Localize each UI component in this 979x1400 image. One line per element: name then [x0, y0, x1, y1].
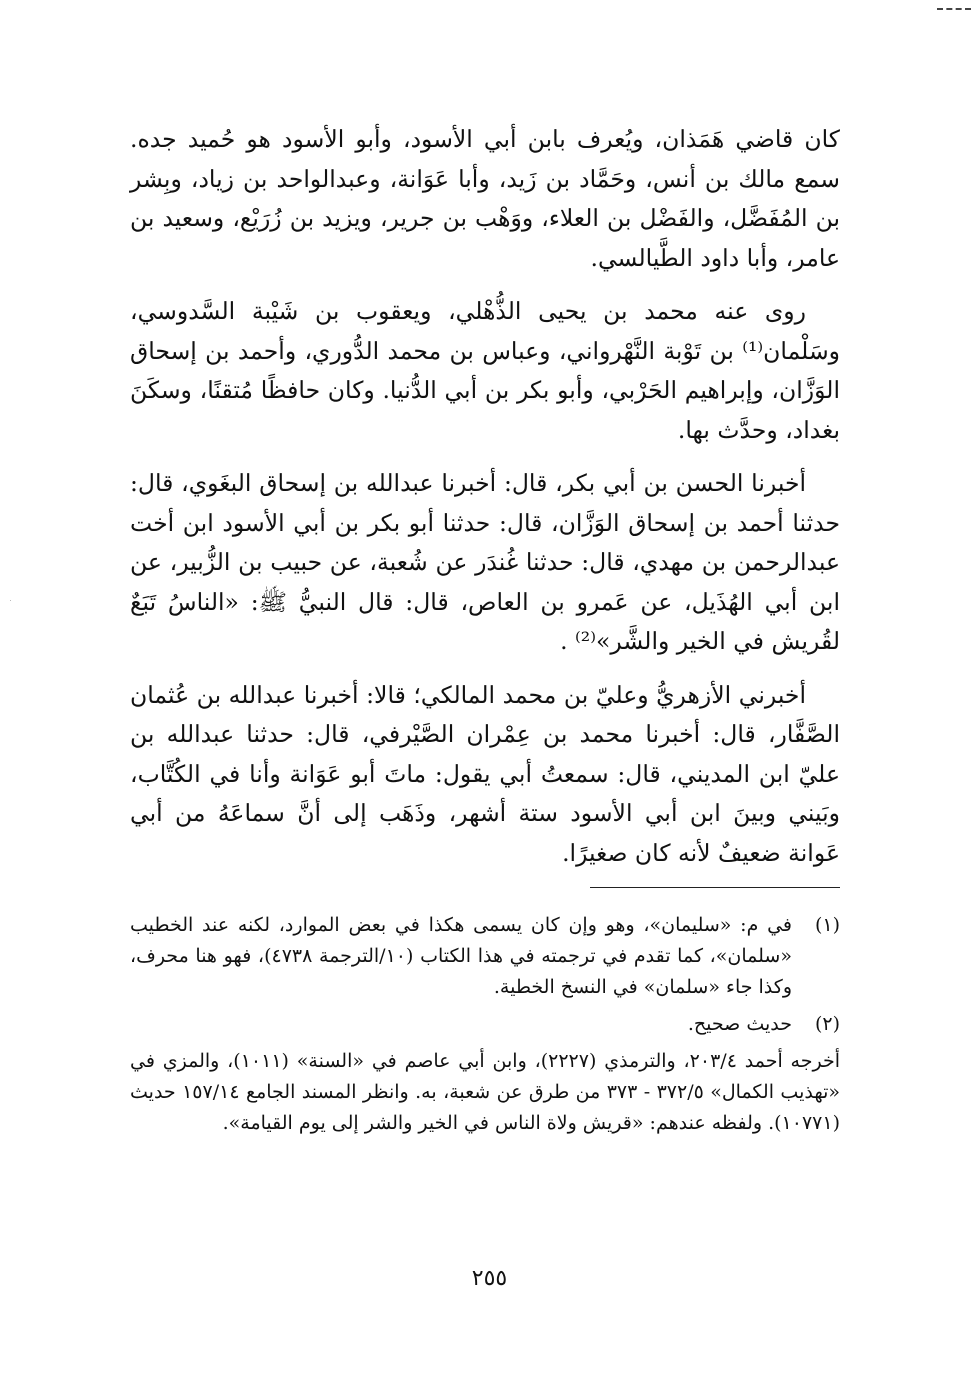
- footnote-2: [130, 1009, 840, 1040]
- footnote-text: حديث صحيح.: [687, 1013, 792, 1035]
- footnote-number: (١): [814, 914, 840, 936]
- paragraph-hadith: أخبرنا الحسن بن أبي بكر، قال: أخبرنا عبدالله بن إسحاق البغَوي، قال: حدثنا أحمد بن إسحاق الوَزَّان، قال: حدثنا أبو بكر بن أبي الأسود ابن أخت عبدالرحمن بن مهدي، قال: حدثنا غُندَر عن شُعبة، عن حبيب بن الزُّبير، عن ابن أبي الهُذَيل، عن عَمرو بن العاص، قال: قال النبيُّ ﷺ: «الناسُ تَبَعٌ لقُريش في الخير والشَّر»⁽²⁾ .: [130, 469, 840, 655]
- page-body: [130, 120, 840, 1145]
- footnote-1: [130, 910, 840, 1003]
- footnote-text: في م: «سليمان»، وهو وإن كان يسمى هكذا في بعض الموارد، لكنه عند الخطيب «سلمان»، كما تقدم في ترجمته في هذا الكتاب (١٠/الترجمة ٤٧٣٨)، فهو هنا محرف، وكذا جاء «سلمان» في النسخ الخطية.: [130, 914, 792, 998]
- paragraph-biography: كان قاضي هَمَذان، ويُعرف بابن أبي الأسود، وأبو الأسود هو حُميد جده. سمع مالك بن أنس، وحَمَّاد بن زَيد، وأبا عَوَانة، وعبدالواحد بن زياد، وبِشر بن المُفَضَّل، والفَضْل بن العلاء، ووَهْب بن جرير، ويزيد بن زُرَيْع، وسعيد بن عامر، وأبا داود الطَّيالسي.: [130, 125, 840, 272]
- paragraph-report: أخبرني الأزهريُّ وعليّ بن محمد المالكي؛ قالا: أخبرنا عبدالله بن عُثمان الصَّفَّار، قال: أخبرنا محمد بن عِمْران الصَّيْرفي، قال: حدثنا عبدالله بن عليّ ابن المديني، قال: سمعتُ أبي يقول: ماتَ أبو عَوَانة وأنا في الكُتَّاب، وبَيني وبينَ ابن أبي الأسود ستة أشهر، وذَهَب إلى أنَّ سماعَهُ من أبي عَوانة ضعيفٌ لأنه كان صغيرًا.: [130, 680, 840, 867]
- page-number: ٢٥٥: [471, 1266, 508, 1291]
- footnote-separator: [590, 887, 840, 888]
- footnote-2-continuation: [130, 1046, 840, 1139]
- paragraph-narrators: روى عنه محمد بن يحيى الذُّهْلي، ويعقوب بن شَيْبة السَّدوسي، وسَلْمان⁽¹⁾ بن تَوْبة النَّهْرواني، وعباس بن محمد الدُّوري، وأحمد بن إسحاق الوَزَّان، وإبراهيم الحَرْبي، وأبو بكر بن أبي الدُّنيا. وكان حافظًا مُتقنًا، وسكَنَ بغداد، وحدَّث بها.: [130, 297, 840, 444]
- footnote-continuation-text: أخرجه أحمد ٢٠٣/٤، والترمذي (٢٢٢٧)، وابن أبي عاصم في «السنة» (١٠١١)، والمزي في «تهذيب الكمال» ٣٧٢/٥ - ٣٧٣ من طرق عن شعبة، به. وانظر المسند الجامع ١٥٧/١٤ حديث (١٠٧٧١). ولفظه عندهم: «قريش ولاة الناس في الخير والشر إلى يوم القيامة».: [130, 1050, 841, 1134]
- scan-corner-mark: [937, 8, 971, 10]
- scan-artifact: [10, 600, 11, 601]
- footnote-number: (٢): [814, 1013, 840, 1035]
